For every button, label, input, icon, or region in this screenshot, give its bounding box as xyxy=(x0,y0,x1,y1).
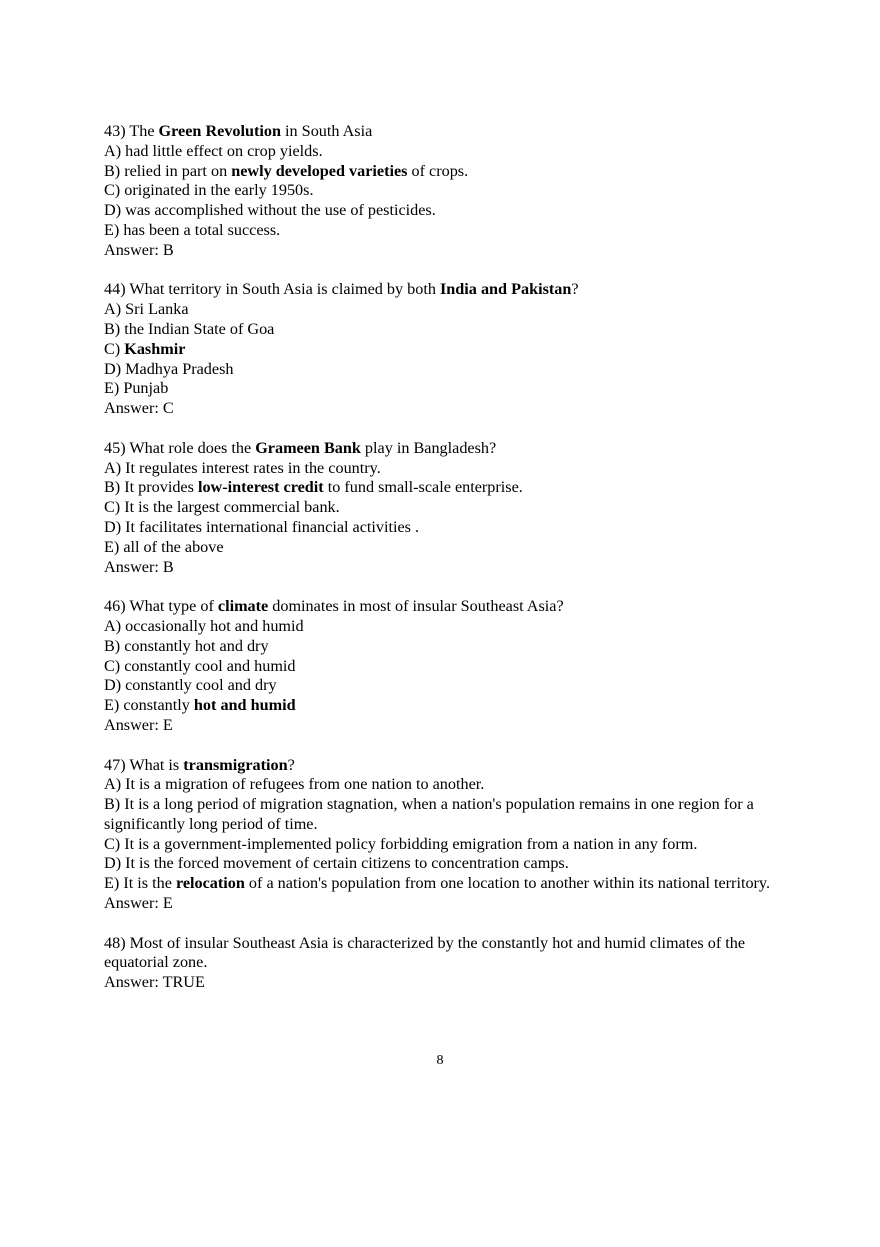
answer-option xyxy=(104,478,794,498)
text-run: D) Madhya Pradesh xyxy=(104,359,234,378)
text-run: 44) What territory in South Asia is claimed by both xyxy=(104,280,440,299)
text-run: A) It is a migration of refugees from one nation to another. xyxy=(104,775,485,794)
answer-option xyxy=(104,637,794,657)
bold-term: relocation xyxy=(175,874,245,893)
text-run: D) It facilitates international financial activities . xyxy=(104,517,420,536)
text-run: C) constantly cool and humid xyxy=(104,656,296,675)
text-run: 46) What type of xyxy=(104,597,218,616)
question-stem xyxy=(104,280,794,300)
answer-option xyxy=(104,775,794,795)
bold-term: Kashmir xyxy=(124,339,186,358)
bold-term: India and Pakistan xyxy=(440,280,572,299)
text-run: dominates in most of insular Southeast Asia? xyxy=(268,597,564,616)
text-run: ? xyxy=(571,280,579,299)
text-run: C) It is a government-implemented policy forbidding emigration from a nation in any form. xyxy=(104,834,698,853)
text-run: 45) What role does the xyxy=(104,438,256,457)
text-run: D) constantly cool and dry xyxy=(104,676,277,695)
text-run: B) relied in part on xyxy=(104,161,232,180)
text-run: C) originated in the early 1950s. xyxy=(104,181,314,200)
text-run: of a nation's population from one location to another within its national territory. xyxy=(244,874,771,893)
text-run: B) constantly hot and dry xyxy=(104,636,269,655)
answer-option xyxy=(104,498,794,518)
bold-term: hot and humid xyxy=(193,696,296,715)
answer-option xyxy=(104,379,794,399)
question-stem xyxy=(104,934,794,974)
answer-key: Answer: E xyxy=(104,894,173,913)
text-run: E) has been a total success. xyxy=(104,220,281,239)
text-run: E) Punjab xyxy=(104,379,169,398)
bold-term: Green Revolution xyxy=(158,122,281,140)
answer-key: Answer: TRUE xyxy=(104,973,205,992)
answer-option xyxy=(104,181,794,201)
question-list xyxy=(104,122,794,993)
answer-option xyxy=(104,201,794,221)
bold-term: newly developed varieties xyxy=(231,161,408,180)
text-run: E) It is the xyxy=(104,874,176,893)
text-run: play in Bangladesh? xyxy=(360,438,497,457)
text-run: 43) The xyxy=(104,122,159,140)
page-number: 8 xyxy=(436,1053,444,1068)
text-run: B) It is a long period of migration stagnation, when a nation's population remains in one region for a significantly long period of time. xyxy=(104,795,754,833)
answer-option xyxy=(104,320,794,340)
answer-option xyxy=(104,142,794,162)
answer-option xyxy=(104,538,794,558)
bold-term: climate xyxy=(217,597,269,616)
text-run: 47) What is xyxy=(104,755,184,774)
text-run: A) had little effect on crop yields. xyxy=(104,141,323,160)
text-run: B) the Indian State of Goa xyxy=(104,319,275,338)
text-run: A) It regulates interest rates in the country. xyxy=(104,458,381,477)
text-run: E) constantly xyxy=(104,696,194,715)
question-block xyxy=(104,280,794,419)
text-run: 48) Most of insular Southeast Asia is characterized by the constantly hot and humid climates of the equatorial zone. xyxy=(104,933,746,972)
text-run: ? xyxy=(287,755,295,774)
question-stem xyxy=(104,597,794,617)
question-block xyxy=(104,597,794,736)
text-run: to fund small-scale enterprise. xyxy=(323,478,523,497)
question-block xyxy=(104,122,794,261)
question-stem xyxy=(104,122,794,142)
answer-key: Answer: B xyxy=(104,557,174,576)
text-run: A) Sri Lanka xyxy=(104,300,189,319)
question-block xyxy=(104,756,794,914)
text-run: of crops. xyxy=(407,161,469,180)
answer-option xyxy=(104,340,794,360)
answer-key: Answer: E xyxy=(104,715,173,734)
answer-key: Answer: C xyxy=(104,399,174,418)
text-run: D) It is the forced movement of certain citizens to concentration camps. xyxy=(104,854,569,873)
answer-option xyxy=(104,518,794,538)
question-block xyxy=(104,934,794,993)
answer-option xyxy=(104,795,794,835)
question-stem xyxy=(104,439,794,459)
answer-option xyxy=(104,360,794,380)
answer-key: Answer: B xyxy=(104,240,174,259)
bold-term: Grameen Bank xyxy=(255,438,361,457)
answer-option xyxy=(104,854,794,874)
text-run: E) all of the above xyxy=(104,537,224,556)
bold-term: transmigration xyxy=(183,755,288,774)
text-run: B) It provides xyxy=(104,478,198,497)
answer-option xyxy=(104,162,794,182)
answer-option xyxy=(104,300,794,320)
text-run: C) xyxy=(104,339,125,358)
answer-option xyxy=(104,696,794,716)
answer-option xyxy=(104,657,794,677)
text-run: A) occasionally hot and humid xyxy=(104,616,304,635)
bold-term: low-interest credit xyxy=(197,478,324,497)
answer-option xyxy=(104,874,794,894)
answer-option xyxy=(104,617,794,637)
text-run: D) was accomplished without the use of pesticides. xyxy=(104,201,436,220)
text-run: C) It is the largest commercial bank. xyxy=(104,498,340,517)
document-page xyxy=(104,122,794,1013)
text-run: in South Asia xyxy=(281,122,373,140)
answer-option xyxy=(104,676,794,696)
answer-option xyxy=(104,221,794,241)
answer-option xyxy=(104,835,794,855)
question-block xyxy=(104,439,794,578)
answer-option xyxy=(104,459,794,479)
question-stem xyxy=(104,756,794,776)
